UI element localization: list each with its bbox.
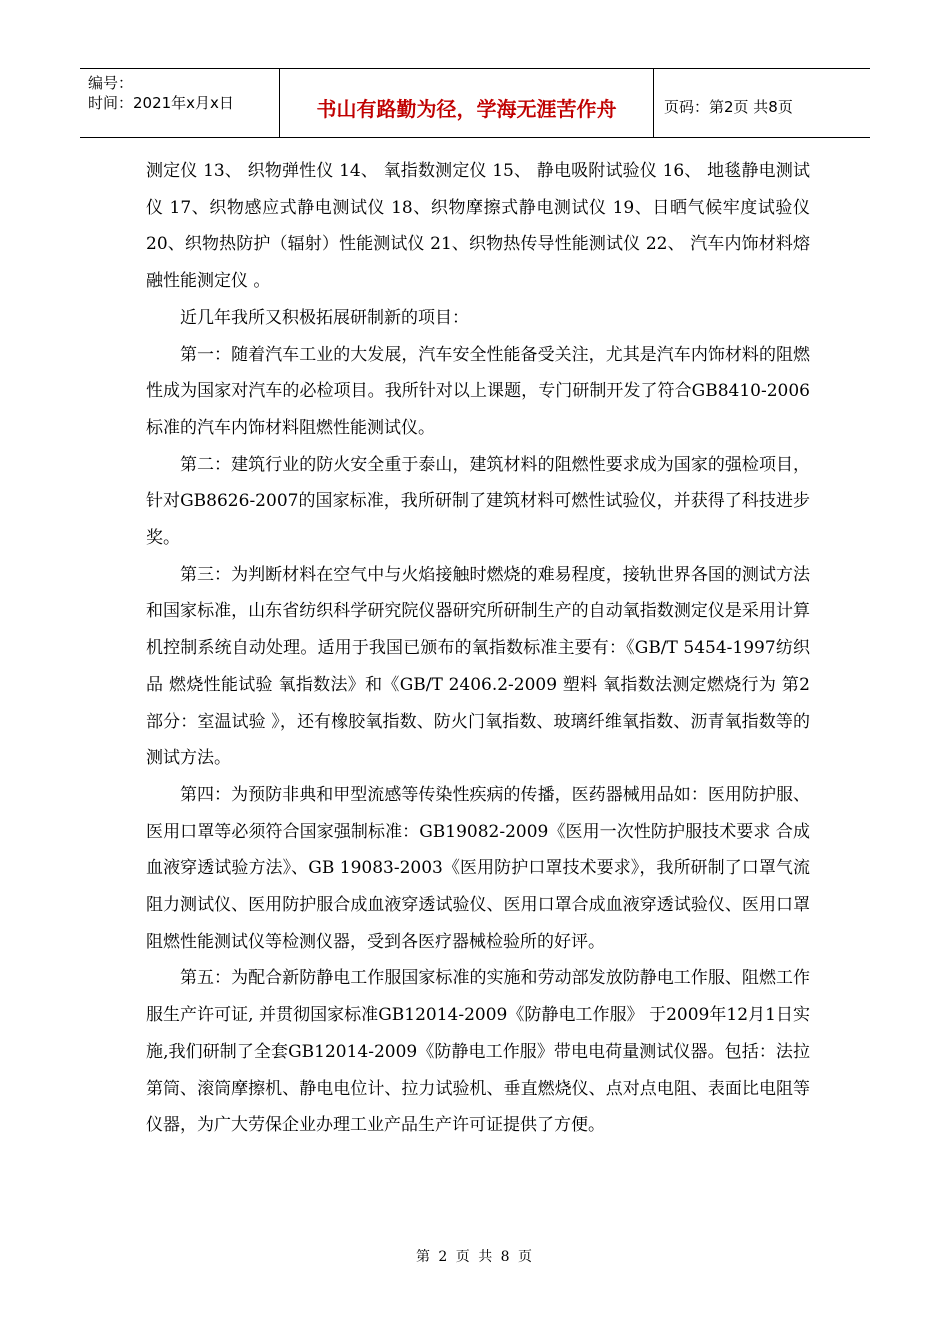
page-footer: 第 2 页 共 8 页 <box>415 1249 535 1265</box>
header-meta <box>80 69 280 137</box>
paragraph-intro-new-projects: 近几年我所又积极拓展研制新的项目： <box>180 307 469 328</box>
paragraph-third-oxygen-index: 第三：为判断材料在空气中与火焰接触时燃烧的难易程度，接轨世界各国的测试方法和国家标准，山东省纺织科学研究院仪器研究所研制生产的自动氧指数测定仪是采用计算机控制系统自动处理。适用于我国已颁布的氧指数标准主要有：《GB/T 5454-1997纺织品 燃烧性能试验 氧指数法》和《GB/T 2406.2-2009 塑料 氧指数法测定燃烧行为 第2部分：室温试验 》，还有橡胶氧指数、防火门氧指数、玻璃纤维氧指数、沥青氧指数等的测试方法。 <box>146 564 810 769</box>
header-motto: 书山有路勤为径，学海无涯苦作舟 <box>280 69 654 137</box>
paragraph-first-automotive: 第一：随着汽车工业的大发展，汽车安全性能备受关注，尤其是汽车内饰材料的阻燃性成为国家对汽车的必检项目。我所针对以上课题，专门研制开发了符合GB8410-2006标准的汽车内饰材料阻燃性能测试仪。 <box>146 344 810 438</box>
paragraph-second-building: 第二：建筑行业的防火安全重于泰山，建筑材料的阻燃性要求成为国家的强检项目，针对GB8626-2007的国家标准，我所研制了建筑材料可燃性试验仪，并获得了科技进步奖。 <box>146 454 810 549</box>
document-time-label: 时间：2021年x月x日 <box>88 94 234 112</box>
paragraph-continued-instrument-list: 测定仪 13、 织物弹性仪 14、 氧指数测定仪 15、 静电吸附试验仪 16、 地毯静电测试仪 17、织物感应式静电测试仪 18、织物摩擦式静电测试仪 19、日晒气候牢度试验仪 20、织物热防护（辐射）性能测试仪 21、织物热传导性能测试仪 22、 汽车内饰材料熔融性能测定仪 。 <box>146 161 810 292</box>
document-number-label: 编号： <box>88 74 134 92</box>
page-header <box>80 68 870 138</box>
paragraph-fourth-medical: 第四：为预防非典和甲型流感等传染性疾病的传播，医药器械用品如：医用防护服、医用口罩等必须符合国家强制标准：GB19082-2009《医用一次性防护服技术要求 合成血液穿透试验方法》、GB 19083-2003《医用防护口罩技术要求》，我所研制了口罩气流阻力测试仪、医用防护服合成血液穿透试验仪、医用口罩合成血液穿透试验仪、医用口罩阻燃性能测试仪等检测仪器，受到各医疗器械检验所的好评。 <box>146 784 810 952</box>
header-page-label: 页码：第2页 共8页 <box>664 97 793 116</box>
paragraph-fifth-antistatic: 第五：为配合新防静电工作服国家标准的实施和劳动部发放防静电工作服、阻燃工作服生产许可证, 并贯彻国家标准GB12014-2009《防静电工作服》 于2009年12月1日实施,我们研制了全套GB12014-2009《防静电工作服》带电电荷量测试仪器。包括：法拉第筒、滚筒摩擦机、静电电位计、拉力试验机、垂直燃烧仪、点对点电阻、表面比电阻等仪器，为广大劳保企业办理工业产品生产许可证提供了方便。 <box>146 968 810 1136</box>
document-body <box>146 153 810 1144</box>
